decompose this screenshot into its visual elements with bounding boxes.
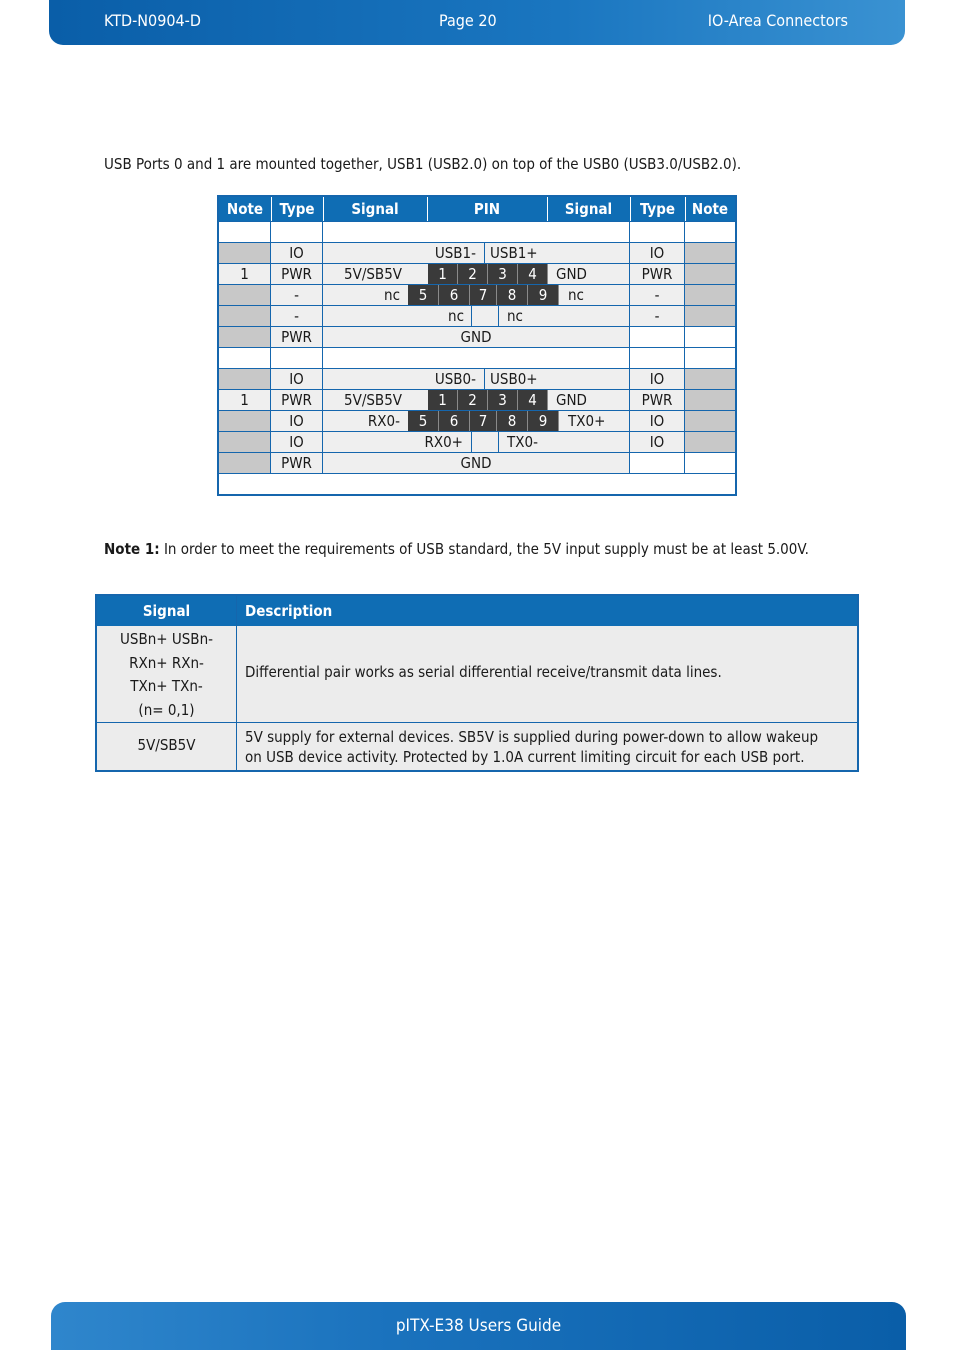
signal-left: nc <box>448 307 464 325</box>
pin-number: 8 <box>497 411 528 431</box>
signal-right: nc <box>507 307 523 325</box>
type-cell: - <box>271 285 323 305</box>
description-line: on USB device activity. Protected by 1.0A current limiting circuit for each USB port. <box>245 748 805 766</box>
type-cell: IO <box>630 243 685 263</box>
footer-title: pITX-E38 Users Guide <box>395 1316 562 1336</box>
pin-number: 6 <box>439 411 470 431</box>
type-cell: PWR <box>271 264 323 284</box>
pin-number: 4 <box>518 264 548 284</box>
type-cell: PWR <box>271 327 323 347</box>
pinout-header-row <box>219 197 735 221</box>
type-cell: PWR <box>630 390 685 410</box>
table-row <box>219 368 735 389</box>
table-row <box>219 284 735 305</box>
signal-cell <box>97 628 236 722</box>
hdr-type-left: Type <box>279 200 315 218</box>
signal-line: TXn+ TXn- <box>130 677 203 695</box>
hdr-signal-left: Signal <box>351 200 399 218</box>
signal-left: USB0- <box>434 370 476 388</box>
description-cell: Differential pair works as serial differential receive/transmit data lines. <box>245 663 722 681</box>
signal-right: GND <box>556 391 587 409</box>
hdr-signal-right: Signal <box>564 200 613 218</box>
pin-number: 2 <box>458 390 488 410</box>
table-row <box>219 389 735 410</box>
hdr-note-right: Note <box>691 200 729 218</box>
pin-number: 3 <box>488 390 518 410</box>
pin-number: 6 <box>439 285 470 305</box>
hdr-signal: Signal <box>142 602 191 620</box>
signal-right: USB0+ <box>490 370 538 388</box>
description-cell <box>245 727 818 767</box>
table-row <box>219 263 735 284</box>
type-cell: IO <box>630 369 685 389</box>
table-row <box>219 221 735 242</box>
page-header <box>49 0 905 45</box>
note-1 <box>104 540 809 558</box>
hdr-note-left: Note <box>226 200 264 218</box>
intro-text: USB Ports 0 and 1 are mounted together, USB1 (USB2.0) on top of the USB0 (USB3.0/USB2.0). <box>104 155 742 173</box>
type-cell: IO <box>271 411 323 431</box>
signal-left: 5V/SB5V <box>344 265 403 283</box>
description-line: 5V supply for external devices. SB5V is supplied during power-down to allow wakeup <box>245 728 819 746</box>
signal-right: GND <box>556 265 587 283</box>
page-number: Page 20 <box>439 11 497 30</box>
pin-number: 3 <box>488 264 518 284</box>
table-row <box>219 452 735 473</box>
signal-center: GND <box>323 327 630 347</box>
pin-number: 7 <box>470 285 497 305</box>
doc-id: KTD-N0904-D <box>104 11 201 30</box>
signal-center: GND <box>323 453 630 473</box>
signal-left: nc <box>384 286 400 304</box>
signal-right: USB1+ <box>490 244 538 262</box>
signal-line: RXn+ RXn- <box>129 653 204 672</box>
hdr-pin: PIN <box>473 200 501 218</box>
type-cell: PWR <box>271 453 323 473</box>
type-cell: PWR <box>271 390 323 410</box>
hdr-type-right: Type <box>639 200 676 218</box>
signal-right: nc <box>568 286 584 304</box>
table-row <box>219 473 735 494</box>
pin-number: 1 <box>428 390 458 410</box>
table-row <box>219 326 735 347</box>
type-cell: - <box>630 285 685 305</box>
type-cell: PWR <box>630 264 685 284</box>
table-row <box>219 242 735 263</box>
note-1-text: In order to meet the requirements of USB standard, the 5V input supply must be at least 5.00V. <box>159 540 809 558</box>
type-cell: - <box>630 306 685 326</box>
hdr-description: Description <box>245 602 333 620</box>
signal-left: 5V/SB5V <box>344 391 403 409</box>
signal-line: (n= 0,1) <box>138 700 195 719</box>
table-row <box>219 431 735 452</box>
pin-number: 1 <box>428 264 458 284</box>
pin-number: 9 <box>528 411 559 431</box>
type-cell: IO <box>630 411 685 431</box>
note-cell: 1 <box>219 264 271 284</box>
signal-left: RX0- <box>367 412 400 430</box>
note-cell: 1 <box>219 390 271 410</box>
type-cell: IO <box>271 243 323 263</box>
table-row <box>219 410 735 431</box>
signal-description-table <box>95 594 859 772</box>
pin-number: 7 <box>470 411 497 431</box>
type-cell: - <box>271 306 323 326</box>
section-title: IO-Area Connectors <box>707 11 848 30</box>
pin-number: 5 <box>408 411 439 431</box>
signal-line: USBn+ USBn- <box>120 630 213 648</box>
pin-number: 8 <box>497 285 528 305</box>
pin-number: 4 <box>518 390 548 410</box>
type-cell: IO <box>271 369 323 389</box>
table-row <box>219 347 735 368</box>
table-row <box>219 305 735 326</box>
signal-left: USB1- <box>434 244 476 262</box>
pin-number: 9 <box>528 285 559 305</box>
pin-number: 5 <box>408 285 439 305</box>
signal-cell: 5V/SB5V <box>137 736 196 754</box>
pinout-table <box>217 195 737 496</box>
type-cell: IO <box>271 432 323 452</box>
pin-number: 2 <box>458 264 488 284</box>
signal-right: TX0+ <box>568 412 606 430</box>
type-cell: IO <box>630 432 685 452</box>
note-1-label: Note 1: <box>104 540 160 558</box>
desc-header-row <box>97 596 857 626</box>
signal-left: RX0+ <box>424 433 463 451</box>
signal-right: TX0- <box>507 433 538 451</box>
page-footer <box>51 1302 906 1350</box>
